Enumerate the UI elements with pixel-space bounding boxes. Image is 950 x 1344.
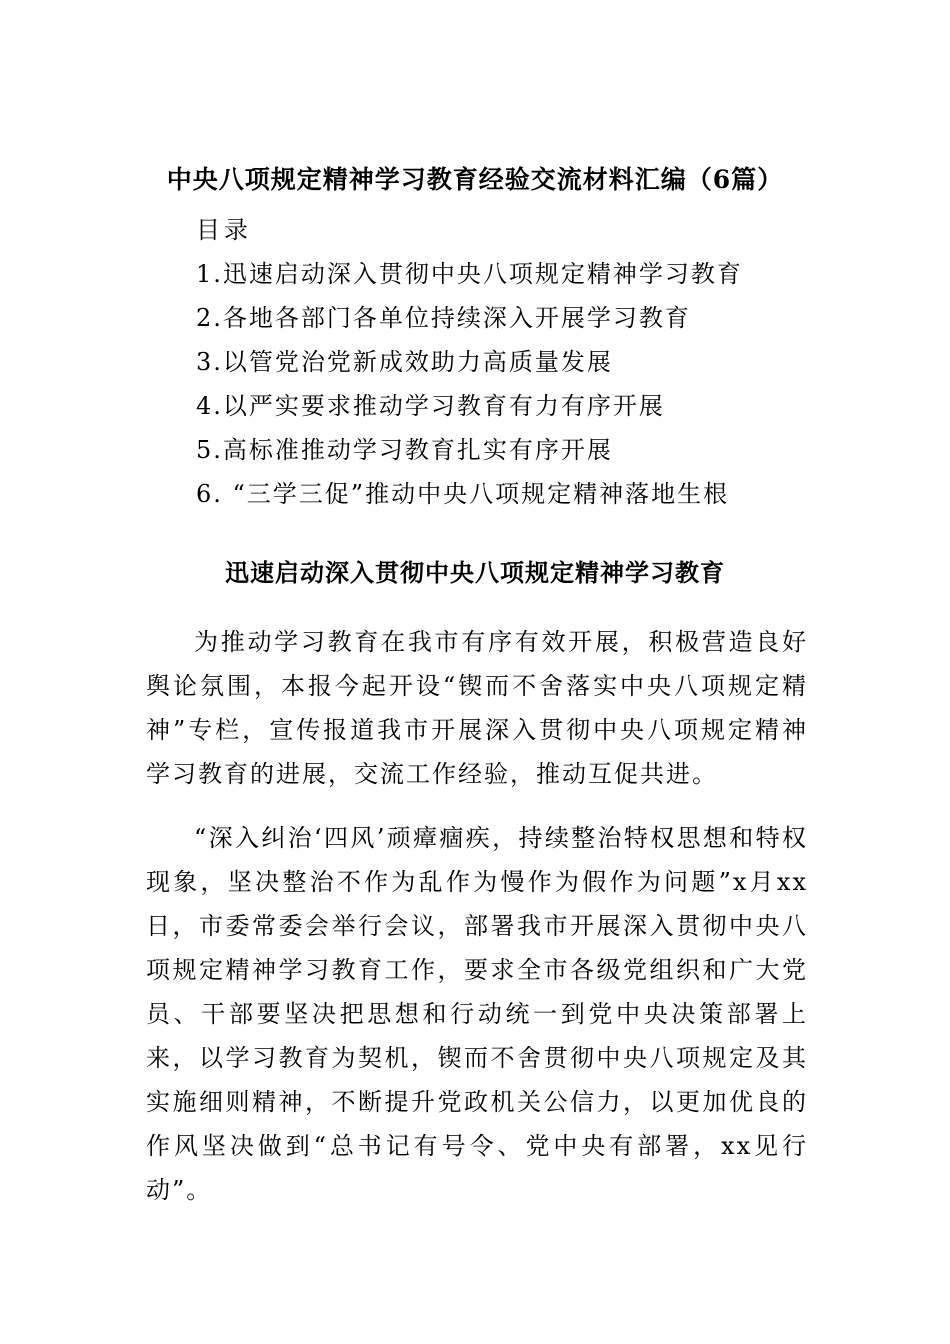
body-paragraph: “深入纠治‘四风’顽瘴痼疾，持续整治特权思想和特权现象，坚决整治不作为乱作为慢作为假作为问题”x月xx日，市委常委会举行会议，部署我市开展深入贯彻中央八项规定精神学习教育工作，要求全市各级党组织和广大党员、干部要坚决把思想和行动统一到党中央决策部署上来，以学习教育为契机，锲而不舍贯彻中央八项规定及其实施细则精神，不断提升党政机关公信力，以更加优良的作风坚决做到“总书记有号令、党中央有部署，xx见行动”。	[146, 824, 808, 1204]
toc-item: 5.高标准推动学习教育扎实有序开展	[196, 436, 613, 464]
section-title: 迅速启动深入贯彻中央八项规定精神学习教育	[225, 558, 725, 587]
toc-item: 2.各地各部门各单位持续深入开展学习教育	[196, 304, 691, 332]
toc-heading: 目录	[196, 216, 252, 244]
toc-item: 4.以严实要求推动学习教育有力有序开展	[196, 392, 665, 420]
toc-item: 1.迅速启动深入贯彻中央八项规定精神学习教育	[196, 260, 743, 288]
toc-item: 3.以管党治党新成效助力高质量发展	[196, 348, 613, 376]
body-paragraph: 为推动学习教育在我市有序有效开展，积极营造良好舆论氛围，本报今起开设“锲而不舍落实中央八项规定精神”专栏，宣传报道我市开展深入贯彻中央八项规定精神学习教育的进展，交流工作经验，推动互促共进。	[146, 628, 808, 788]
table-of-contents	[196, 208, 876, 516]
toc-item: 6. “三学三促”推动中央八项规定精神落地生根	[196, 480, 730, 508]
document-title: 中央八项规定精神学习教育经验交流材料汇编（6篇）	[166, 165, 784, 194]
